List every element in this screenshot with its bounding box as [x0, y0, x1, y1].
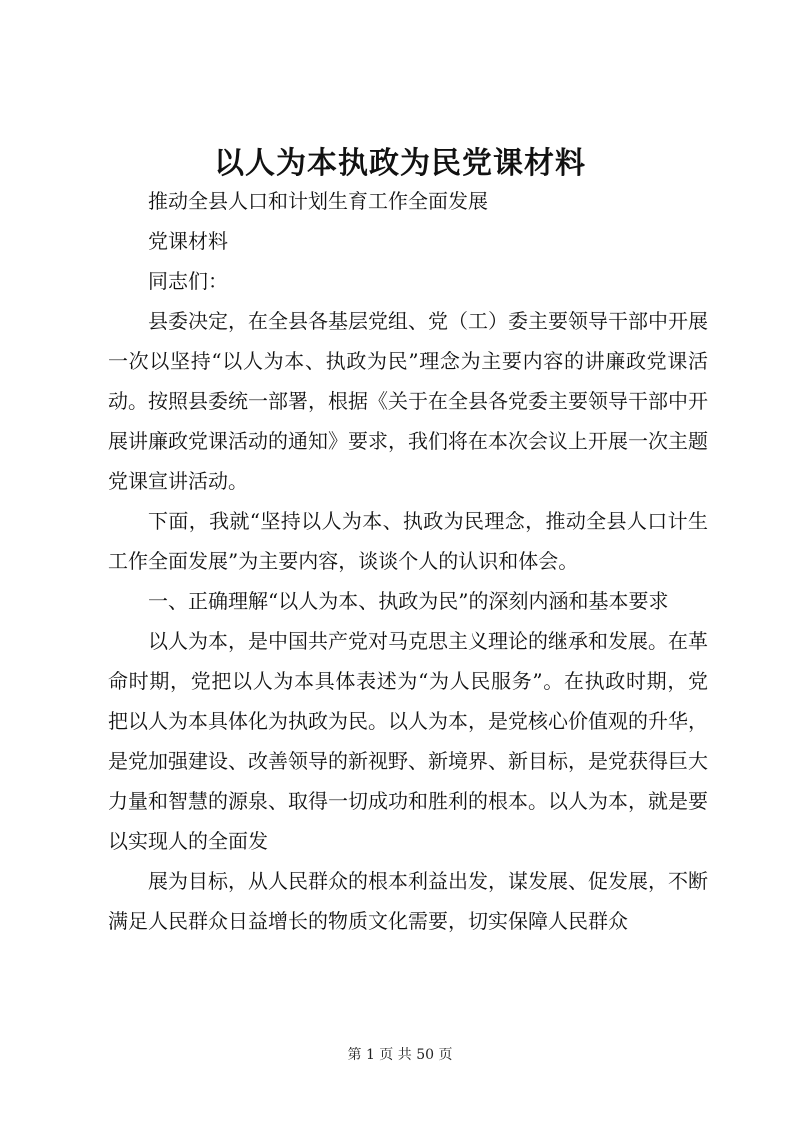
paragraph-body: 以人为本，是中国共产党对马克思主义理论的继承和发展。在革命时期，党把以人为本具体表述为“为人民服务”。在执政时期，党把以人为本具体化为执政为民。以人为本，是党核心价值观的升华，是党加强建设、改善领导的新视野、新境界、新目标，是党获得巨大力量和智慧的源泉、取得一切成功和胜利的根本。以人为本，就是要以实现人的全面发: [108, 629, 708, 853]
page-footer: 第 1 页 共 50 页: [347, 1047, 453, 1063]
paragraph-subtitle: 推动全县人口和计划生育工作全面发展: [148, 189, 488, 213]
paragraph-body: 展为目标，从人民群众的根本利益出发，谋发展、促发展，不断满足人民群众日益增长的物质文化需要，切实保障人民群众: [108, 869, 708, 933]
document-title: 以人为本执政为民党课材料: [214, 146, 586, 181]
paragraph-salutation: 同志们：: [148, 269, 228, 293]
paragraph-label: 党课材料: [148, 229, 228, 253]
paragraph-body: 县委决定，在全县各基层党组、党（工）委主要领导干部中开展一次以坚持“以人为本、执政为民”理念为主要内容的讲廉政党课活动。按照县委统一部署，根据《关于在全县各党委主要领导干部中开展讲廉政党课活动的通知》要求，我们将在本次会议上开展一次主题党课宣讲活动。: [108, 309, 708, 493]
paragraph-body: 下面，我就“坚持以人为本、执政为民理念，推动全县人口计生工作全面发展”为主要内容，谈谈个人的认识和体会。: [108, 509, 708, 573]
document-body: [108, 181, 708, 941]
section-heading: 一、正确理解“以人为本、执政为民”的深刻内涵和基本要求: [148, 589, 669, 613]
